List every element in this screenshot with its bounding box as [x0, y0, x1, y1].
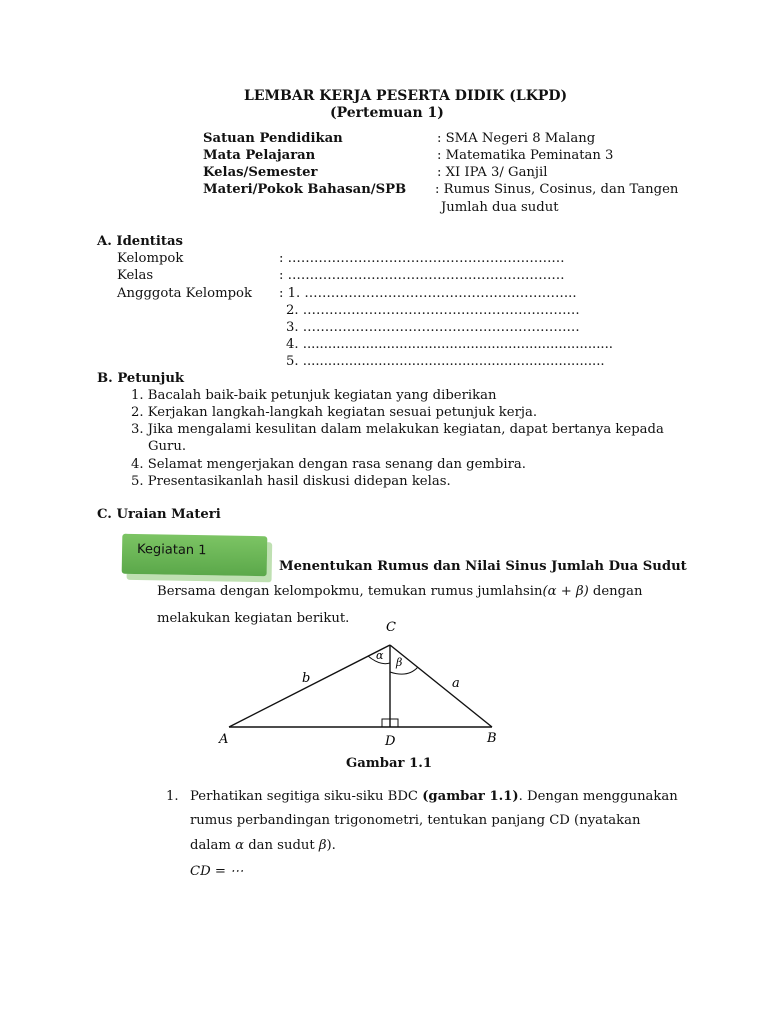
question-alpha: α [235, 838, 244, 853]
intro-text-b: dengan [588, 584, 643, 599]
info-value-materi-cont: Jumlah dua sudut [441, 200, 559, 215]
kegiatan-title: Menentukan Rumus dan Nilai Sinus Jumlah Dua Sudut [279, 559, 687, 574]
vertex-b-label: B [487, 731, 497, 746]
anggota-label: Angggota Kelompok [117, 286, 252, 301]
intro-math: (α + β) [542, 584, 589, 599]
kelompok-label: Kelompok [117, 251, 184, 266]
petunjuk-item-5: 5. Presentasikanlah hasil diskusi didepan kelas. [131, 474, 451, 489]
anggota-field-2[interactable]: 2. ……………………………………………………… [286, 303, 580, 318]
petunjuk-item-1: 1. Bacalah baik-baik petunjuk kegiatan yang diberikan [131, 388, 497, 403]
anggota-field-1[interactable]: : 1. …………………………………………………….. [279, 286, 577, 301]
question-text-d: dan sudut [244, 838, 319, 853]
kelas-field[interactable]: : ……………………………………………………… [279, 268, 565, 283]
anggota-field-3[interactable]: 3. ……………………………………………………… [286, 320, 580, 335]
section-petunjuk-heading: B. Petunjuk [97, 371, 185, 386]
alpha-label: α [376, 649, 384, 662]
petunjuk-item-4: 4. Selamat mengerjakan dengan rasa senang dan gembira. [131, 457, 526, 472]
info-label-materi: Materi/Pokok Bahasan/SPB [203, 182, 407, 197]
petunjuk-item-2: 2. Kerjakan langkah-langkah kegiatan sesuai petunjuk kerja. [131, 405, 538, 420]
info-label-kelas: Kelas/Semester [203, 165, 318, 180]
info-label-satuan: Satuan Pendidikan [203, 131, 343, 146]
info-label-mapel: Mata Pelajaran [203, 148, 316, 163]
figure-caption: Gambar 1.1 [346, 756, 433, 771]
question-text-a: Perhatikan segitiga siku-siku BDC [190, 789, 423, 804]
intro-text-a: Bersama dengan kelompokmu, temukan rumus jumlahsin [157, 584, 543, 599]
page-subtitle: (Pertemuan 1) [330, 105, 444, 121]
info-value-materi: : Rumus Sinus, Cosinus, dan Tangen [435, 182, 679, 197]
kelompok-field[interactable]: : ……………………………………………………… [279, 251, 565, 266]
beta-label: β [396, 656, 403, 669]
question-text-e: ). [326, 838, 336, 853]
vertex-a-label: A [219, 732, 229, 747]
question-text-b: . Dengan menggunakan [518, 789, 678, 804]
info-value-mapel: : Matematika Peminatan 3 [437, 148, 614, 163]
vertex-d-label: D [385, 734, 396, 749]
question-number: 1. [166, 789, 179, 804]
side-ac [229, 645, 390, 727]
question-line-3 [190, 838, 336, 853]
question-text-c: dalam [190, 838, 236, 853]
section-identitas-heading: A. Identitas [97, 234, 183, 249]
side-b-label: b [302, 671, 311, 686]
side-a-label: a [452, 676, 460, 691]
petunjuk-item-3: 3. Jika mengalami kesulitan dalam melakukan kegiatan, dapat bertanya kepada [131, 422, 664, 437]
kelas-label: Kelas [117, 268, 154, 283]
petunjuk-item-3-cont: Guru. [148, 439, 187, 454]
question-beta: β [318, 838, 327, 853]
question-line-1 [190, 789, 678, 804]
vertex-c-label: C [386, 620, 396, 635]
kegiatan-banner-label: Kegiatan 1 [136, 541, 207, 559]
question-figure-ref: (gambar 1.1) [422, 789, 519, 804]
anggota-field-5[interactable]: 5. ........................................................................ [286, 354, 605, 369]
info-value-satuan: : SMA Negeri 8 Malang [437, 131, 596, 146]
info-value-kelas: : XI IPA 3/ Ganjil [437, 165, 548, 180]
intro-line-2: melakukan kegiatan berikut. [157, 611, 350, 626]
section-uraian-heading: C. Uraian Materi [97, 507, 221, 522]
side-bc [390, 645, 492, 727]
question-line-2: rumus perbandingan trigonometri, tentukan panjang CD (nyatakan [190, 813, 641, 828]
answer-field[interactable]: CD = ⋯ [190, 864, 244, 879]
beta-arc [390, 667, 418, 674]
anggota-field-4[interactable]: 4. .......................................................................... [286, 337, 613, 352]
page-title: LEMBAR KERJA PESERTA DIDIK (LKPD) [244, 88, 568, 104]
